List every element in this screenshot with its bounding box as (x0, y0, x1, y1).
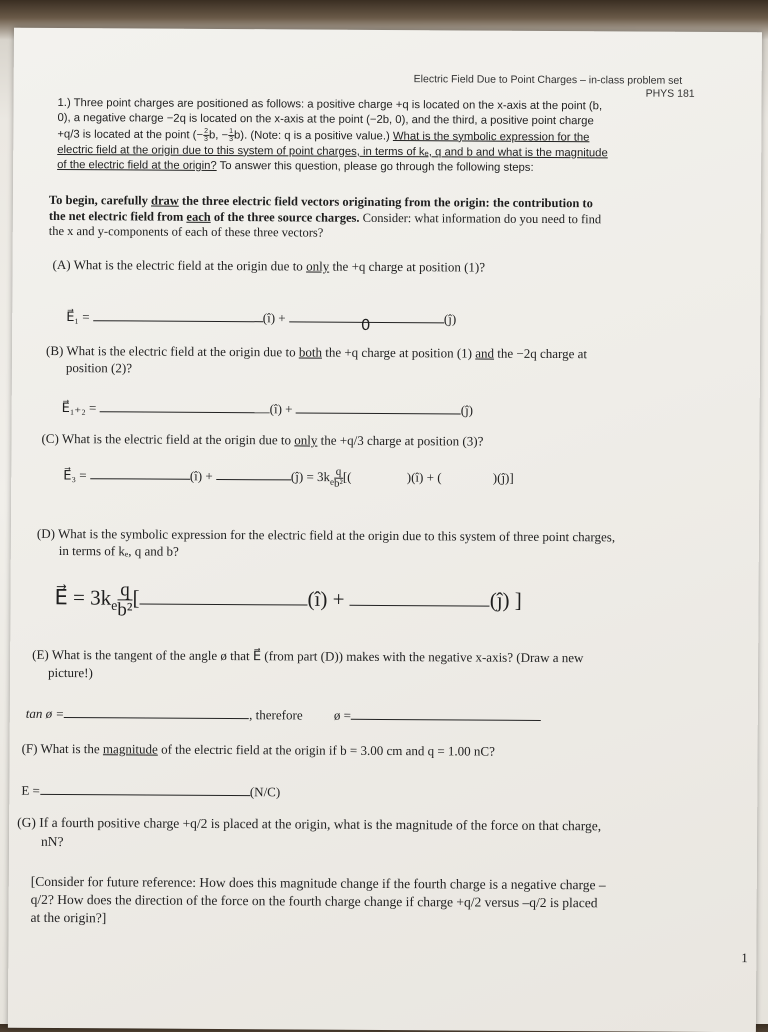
answer-e-phi-blank[interactable] (351, 719, 541, 721)
header-title: Electric Field Due to Point Charges – in-class problem set (414, 73, 683, 87)
question-f: (F) What is the magnitude of the electric field at the origin if b = 3.00 cm and q = 1.00 nC? (22, 741, 495, 760)
question-a: (A) What is the electric field at the origin due to only the +q charge at position (1)? (53, 257, 486, 276)
answer-f-blank[interactable] (40, 794, 250, 796)
problem-text-line4: electric field at the origin due to this system of point charges, in terms of kₑ, q and b and what is the magnitude (57, 143, 757, 163)
problem-text-line1: Three point charges are positioned as follows: a positive charge +q is located on the x-axis at the point (b, (74, 97, 603, 112)
handwritten-zero: 0 (361, 316, 371, 334)
problem-text-line2: 0), a negative charge −2q is located on the x-axis at the point (−2b, 0), and the third, a positive point charge (57, 111, 757, 131)
problem-text-line5: of the electric field at the origin? To answer this question, please go through the following steps: (57, 158, 757, 178)
page-number: 1 (741, 950, 748, 966)
future-reference-note: [Consider for future reference: How does this magnitude change if the fourth charge is a negative charge – q/2? How does the direction of the force on the fourth charge change if charge +q/2 versus –q/2 is placed at the origin?] (31, 873, 751, 931)
fraction-one-third: $\frac{1}{3}$ (228, 128, 234, 143)
question-e: (E) What is the tangent of the angle ø that E⃗ (from part (D)) makes with the negative x-axis? (Draw a new picture!) (32, 646, 742, 686)
answer-a-row: E⃗₁ = (î) + 0 (ĵ) (66, 309, 606, 328)
worksheet-page (8, 28, 762, 1032)
problem-statement (57, 96, 757, 178)
answer-d-row: E⃗ = $3k_e$ $\frac{q}{\text{b²}}$ [ (î) + (ĵ) ] (54, 580, 694, 623)
problem-text-line3: +q/3 is located at the point (− $\frac{2}{3}$ b, − $\frac{1}{3}$ b). (Note: q is a positive value.) What is the symbolic expression for the (57, 127, 757, 147)
answer-c-i-blank[interactable] (90, 479, 190, 481)
question-b: (B) What is the electric field at the origin due to both the +q charge at position (1) and the −2q charge at position (2)? (46, 342, 746, 380)
answer-e-row: tan ø = , therefore ø = (26, 706, 646, 726)
question-d: (D) What is the symbolic expression for the electric field at the origin due to this system of three point charges, in terms of kₑ, q and b? (37, 525, 747, 563)
answer-a-j-blank[interactable] (289, 321, 444, 323)
fraction-q-over-b2: $\frac{q}{\text{b²}}$ (334, 467, 343, 490)
problem-number: 1.) (58, 97, 71, 109)
answer-c-row: E⃗₃ = (î) + (ĵ) = $3k_e$ $\frac{q}{\text{b²}}$ [( )(î) + ( )(ĵ)] (63, 465, 683, 492)
fraction-two-thirds: $\frac{2}{3}$ (203, 128, 209, 143)
answer-b-i-blank[interactable] (100, 411, 270, 413)
answer-b-j-blank[interactable] (296, 412, 461, 414)
answer-a-i-blank[interactable] (93, 320, 263, 322)
answer-b-row: E⃗₁₊₂ = (î) + (ĵ) (62, 400, 622, 419)
header-course: PHYS 181 (646, 88, 695, 100)
answer-e-tan-blank[interactable] (64, 717, 249, 719)
answer-d-j-blank[interactable] (350, 605, 490, 607)
question-g: (G) If a fourth positive charge +q/2 is placed at the origin, what is the magnitude of the force on that charge, nN? (17, 813, 747, 855)
answer-c-j-blank[interactable] (216, 479, 291, 480)
e1-label: E⃗₁ = (66, 309, 89, 324)
answer-f-row: E = (N/C) (21, 783, 280, 801)
question-c: (C) What is the electric field at the origin due to only the +q/3 charge at position (3)? (41, 431, 483, 450)
answer-d-i-blank[interactable] (140, 604, 308, 606)
instructions-block: To begin, carefully draw the three electric field vectors originating from the origin: the contribution to the net electric field from each of the three source charges. Consider: what information do you need to find the x and y-components of each of these three vectors? (49, 193, 759, 244)
fraction-q-over-b2-large: $\frac{q}{\text{b²}}$ (117, 580, 132, 619)
